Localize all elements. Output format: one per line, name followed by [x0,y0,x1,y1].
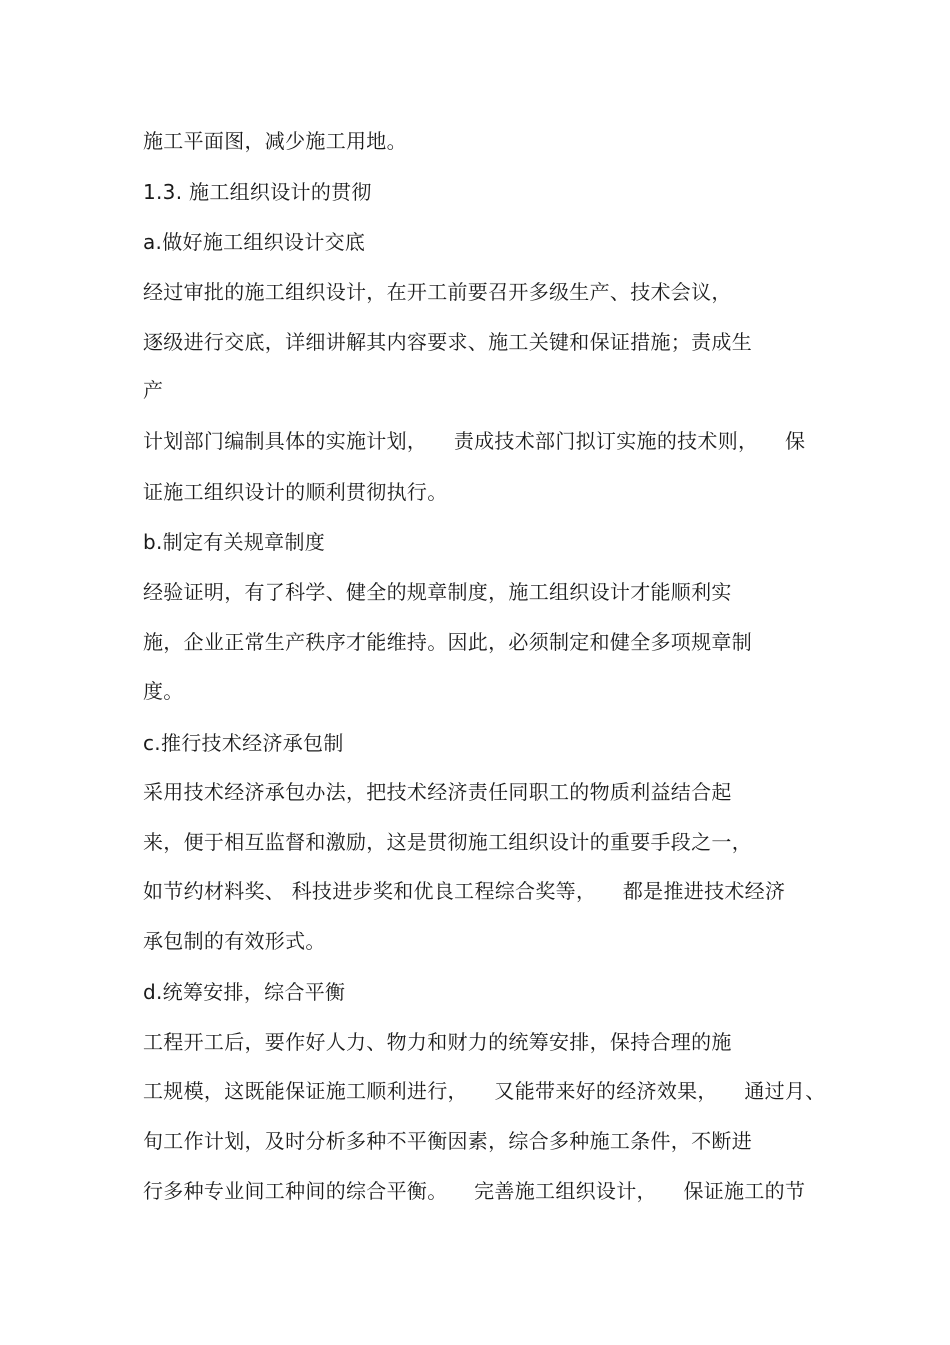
text-line: 施工平面图，减少施工用地。 [143,129,407,153]
text-line: 施，企业正常生产秩序才能维持。因此，必须制定和健全多项规章制 [143,630,752,654]
text-line: 来，便于相互监督和激励，这是贯彻施工组织设计的重要手段之一， [143,830,752,854]
text-line: 逐级进行交底，详细讲解其内容要求、施工关键和保证措施；责成生 [143,330,752,354]
section-heading: 1.3. 施工组织设计的贯彻 [143,180,372,204]
subsection-heading: a.做好施工组织设计交底 [143,230,366,254]
text-line: 度。 [143,679,184,703]
text-line: 证施工组织设计的顺利贯彻执行。 [143,480,448,504]
text-line: 工程开工后，要作好人力、物力和财力的统筹安排，保持合理的施 [143,1030,732,1054]
text-line: 产 [143,378,164,402]
text-line: 行多种专业间工种间的综合平衡。 完善施工组织设计， 保证施工的节 [143,1179,806,1203]
text-line: 经过审批的施工组织设计，在开工前要召开多级生产、技术会议， [143,280,732,304]
text-line: 旬工作计划，及时分析多种不平衡因素，综合多种施工条件，不断进 [143,1129,752,1153]
text-line: 承包制的有效形式。 [143,929,326,953]
text-line: 计划部门编制具体的实施计划， 责成技术部门拟订实施的技术则， 保 [143,429,806,453]
subsection-heading: d.统筹安排，综合平衡 [143,980,346,1004]
subsection-heading: b.制定有关规章制度 [143,530,326,554]
subsection-heading: c.推行技术经济承包制 [143,731,344,755]
text-line: 采用技术经济承包办法，把技术经济责任同职工的物质利益结合起 [143,780,732,804]
text-line: 如节约材料奖、 科技进步奖和优良工程综合奖等， 都是推进技术经济 [143,879,786,903]
text-line: 经验证明，有了科学、健全的规章制度，施工组织设计才能顺利实 [143,580,732,604]
text-line: 工规模，这既能保证施工顺利进行， 又能带来好的经济效果， 通过月、 [143,1079,826,1103]
